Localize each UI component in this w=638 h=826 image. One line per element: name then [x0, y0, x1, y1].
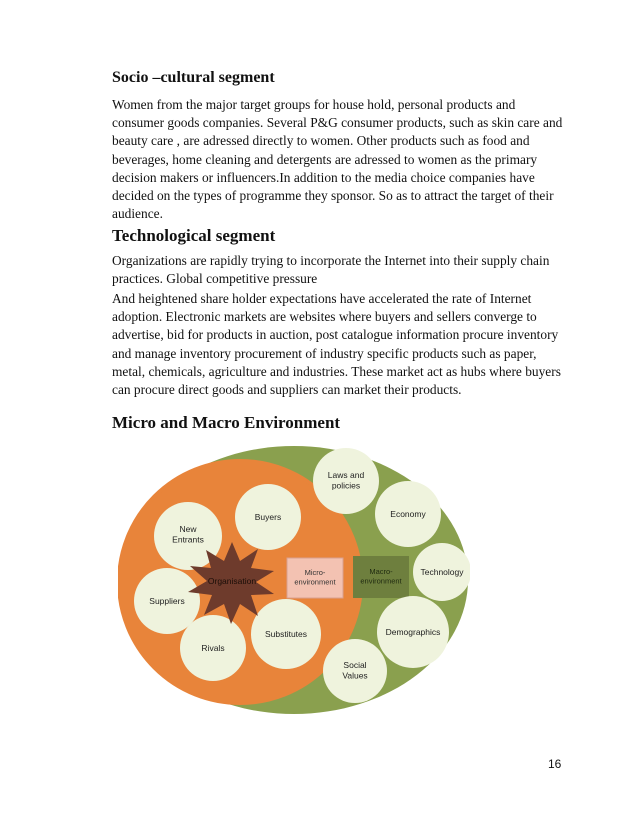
heading-micro-macro: Micro and Macro Environment — [112, 413, 341, 432]
micro-macro-diagram — [118, 444, 470, 716]
macro-environment-label: Macro-environment — [360, 567, 402, 586]
factor-demographics — [377, 596, 449, 668]
factor-buyers — [235, 484, 301, 550]
heading-technological: Technological segment — [112, 226, 276, 245]
factor-social-values-label: Social Values — [342, 660, 368, 681]
factor-suppliers — [134, 568, 200, 634]
factor-new-entrants-label: New Entrants — [172, 524, 204, 545]
factor-rivals-label: Rivals — [201, 643, 225, 653]
paragraph-technological-1: Organizations are rapidly trying to incorporate the Internet into their supply chain practices. Global competitive pressure — [112, 253, 550, 287]
factor-suppliers-label: Suppliers — [149, 596, 185, 606]
organisation-label: Organisation — [207, 576, 257, 586]
page-number: 16 — [548, 757, 562, 771]
factor-technology-label: Technology — [420, 567, 464, 577]
factor-substitutes-label: Substitutes — [264, 629, 308, 639]
factor-economy — [375, 481, 441, 547]
factor-laws-policies-label: Laws and policies — [327, 470, 365, 491]
factor-buyers-label: Buyers — [254, 512, 282, 522]
factor-rivals — [180, 615, 246, 681]
factor-demographics-label: Demographics — [385, 627, 441, 637]
factor-substitutes — [251, 599, 321, 669]
heading-socio-cultural: Socio –cultural segment — [112, 69, 275, 86]
factor-technology — [413, 543, 470, 601]
paragraph-technological-2: And heightened share holder expectations have accelerated the rate of Internet adoption. Electronic markets are websites where buyers and sellers converge to advertise, bid for products in auction, post catalogue information procure inventory and manage inventory procurement of industry specific products such as paper, metal, chemicals, agriculture and industries. These market act as hubs where buyers can procure direct goods and suppliers can market their products. — [112, 291, 561, 398]
factor-social-values — [323, 639, 387, 703]
factor-economy-label: Economy — [390, 509, 426, 519]
micro-environment-label: Micro-environment — [294, 568, 336, 587]
paragraph-socio-cultural: Women from the major target groups for house hold, personal products and consumer goods companies. Several P&G consumer products, such as skin care and beauty care , are adressed directly to women. Other products such as food and beverages, home cleaning and detergents are adressed to women as the primary decision makers or influencers.In addition to the media choice companies have decided on the types of programme they sponsor. So as to attract the target of their audience. — [112, 97, 563, 222]
factor-laws-policies — [313, 448, 379, 514]
